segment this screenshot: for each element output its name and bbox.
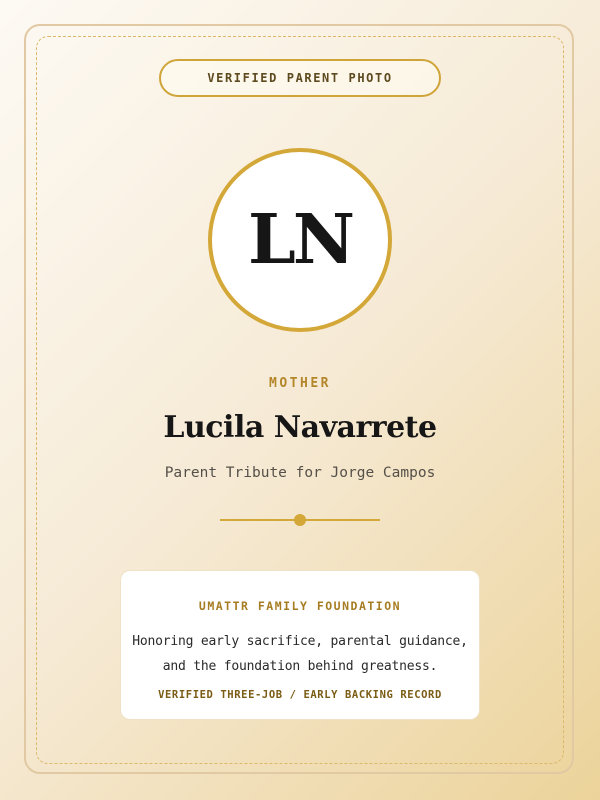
verification-record-label: VERIFIED THREE-JOB / EARLY BACKING RECORD [158, 689, 442, 701]
divider-dot [294, 514, 306, 526]
avatar-monogram [208, 148, 392, 332]
parent-name: Lucila Navarrete [163, 410, 437, 445]
tribute-subtitle: Parent Tribute for Jorge Campos [164, 465, 436, 481]
foundation-card [120, 570, 480, 720]
foundation-description-line-1: Honoring early sacrifice, parental guidance, [132, 634, 468, 649]
verified-parent-photo-badge [159, 59, 441, 97]
foundation-description-line-2: and the foundation behind greatness. [162, 659, 438, 674]
verified-badge-label: VERIFIED PARENT PHOTO [207, 71, 393, 85]
foundation-description [119, 629, 481, 679]
monogram-initials: LN [248, 200, 352, 280]
relation-label: MOTHER [269, 376, 331, 391]
foundation-title: UMATTR FAMILY FOUNDATION [198, 599, 402, 613]
